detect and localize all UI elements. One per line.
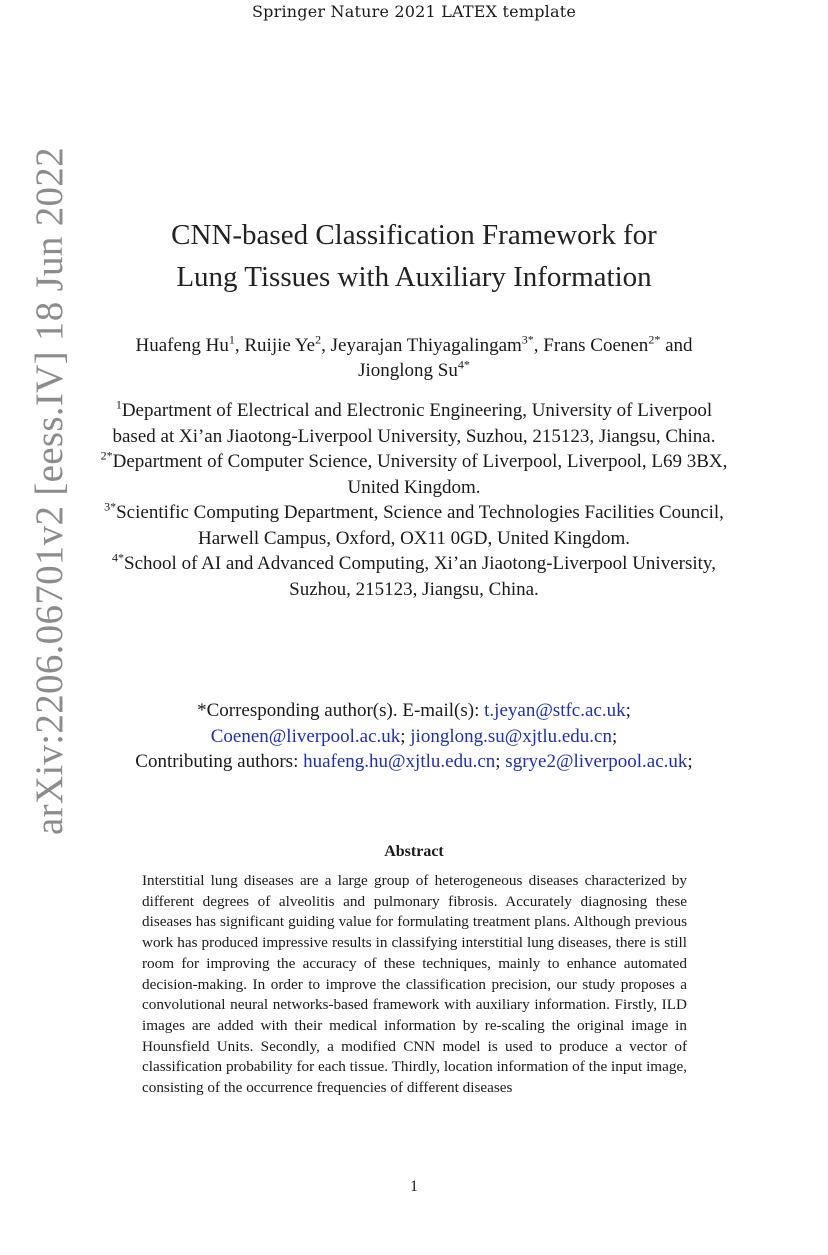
contributing-label: Contributing authors: <box>135 751 299 772</box>
author: Frans Coenen <box>543 335 649 356</box>
title-line-1: CNN-based Classification Framework for <box>171 219 657 251</box>
email-separator: ; <box>495 751 501 772</box>
author-affiliation-mark: 2* <box>648 332 661 347</box>
running-header: Springer Nature 2021 LATEX template <box>252 2 576 21</box>
affiliation <box>100 500 728 551</box>
email-link[interactable]: t.jeyan@stfc.ac.uk <box>484 700 626 721</box>
email-separator: ; <box>625 700 631 721</box>
abstract-heading: Abstract <box>384 843 444 860</box>
author-list <box>100 333 728 383</box>
title-line-2: Lung Tissues with Auxiliary Information <box>176 261 652 293</box>
author: Jeyarajan Thiyagalingam <box>330 335 522 356</box>
email-link[interactable]: huafeng.hu@xjtlu.edu.cn <box>303 751 496 772</box>
page-number: 1 <box>410 1178 418 1195</box>
email-separator: ; <box>611 725 618 747</box>
affiliation <box>100 551 728 602</box>
author-separator: , <box>533 335 544 356</box>
email-separator: ; <box>687 751 693 772</box>
corresponding-label: *Corresponding author(s). E-mail(s): <box>197 700 480 721</box>
abstract-text: Interstitial lung diseases are a large group of heterogeneous diseases characterized by different degrees of alveolitis and pulmonary fibrosis. Accurately diagnosing these diseases has significant guiding value for formulating treatment plans. Although previous work has produced impressive results in classifying interstitial lung diseases, there is still room for improving the accuracy of these techniques, mainly to enhance automated decision-making. In order to improve the classification precision, our study proposes a convolutional neural networks-based framework with auxiliary information. Firstly, ILD images are added with their medical information by re-scaling the original image in Hounsfield Units. Secondly, a modified CNN model is used to produce a vector of classification probability for each tissue. Thirdly, location information of the input image, consisting of the occurrence frequencies of different diseases <box>142 872 687 1097</box>
correspondence-block <box>100 698 728 775</box>
author-affiliation-mark: 4* <box>457 357 470 372</box>
email-link[interactable]: sgrye2@liverpool.ac.uk <box>505 751 688 772</box>
affiliation-mark: 1 <box>115 397 122 412</box>
author-affiliation-mark: 1 <box>228 332 235 347</box>
email-link[interactable]: jionglong.su@xjtlu.edu.cn <box>410 725 612 747</box>
paper-title <box>100 214 728 298</box>
affiliation-mark: 2* <box>100 448 113 463</box>
email-link[interactable]: Coenen@liverpool.ac.uk <box>210 725 401 747</box>
affiliation-mark: 3* <box>104 499 117 514</box>
author: Huafeng Hu <box>135 335 229 356</box>
affiliation-text: School of AI and Advanced Computing, Xi’an Jiaotong-Liverpool University, Suzhou, 215123, Jiangsu, China. <box>124 553 716 600</box>
affiliation <box>100 449 728 500</box>
author: Ruijie Ye <box>244 335 316 356</box>
arxiv-stamp: arXiv:2206.06701v2 [eess.IV] 18 Jun 2022 <box>28 147 71 835</box>
affiliation-mark: 4* <box>112 550 125 565</box>
affiliation-text: Scientific Computing Department, Science and Technologies Facilities Council, Harwell Campus, Oxford, OX11 0GD, United Kingdom. <box>116 502 724 549</box>
author: Jionglong Su <box>358 360 458 381</box>
author-affiliation-mark: 2 <box>315 332 322 347</box>
author-separator: , <box>321 335 331 356</box>
affiliation-text: Department of Computer Science, University of Liverpool, Liverpool, L69 3BX, United Kingdom. <box>112 451 728 498</box>
affiliation <box>100 398 728 449</box>
email-separator: ; <box>400 725 406 747</box>
affiliation-list <box>100 398 728 602</box>
author-affiliation-mark: 3* <box>521 332 534 347</box>
author-separator: , <box>234 335 245 356</box>
author-separator: and <box>660 335 693 356</box>
affiliation-text: Department of Electrical and Electronic Engineering, University of Liverpool based at Xi’an Jiaotong-Liverpool University, Suzhou, 215123, Jiangsu, China. <box>112 400 716 447</box>
